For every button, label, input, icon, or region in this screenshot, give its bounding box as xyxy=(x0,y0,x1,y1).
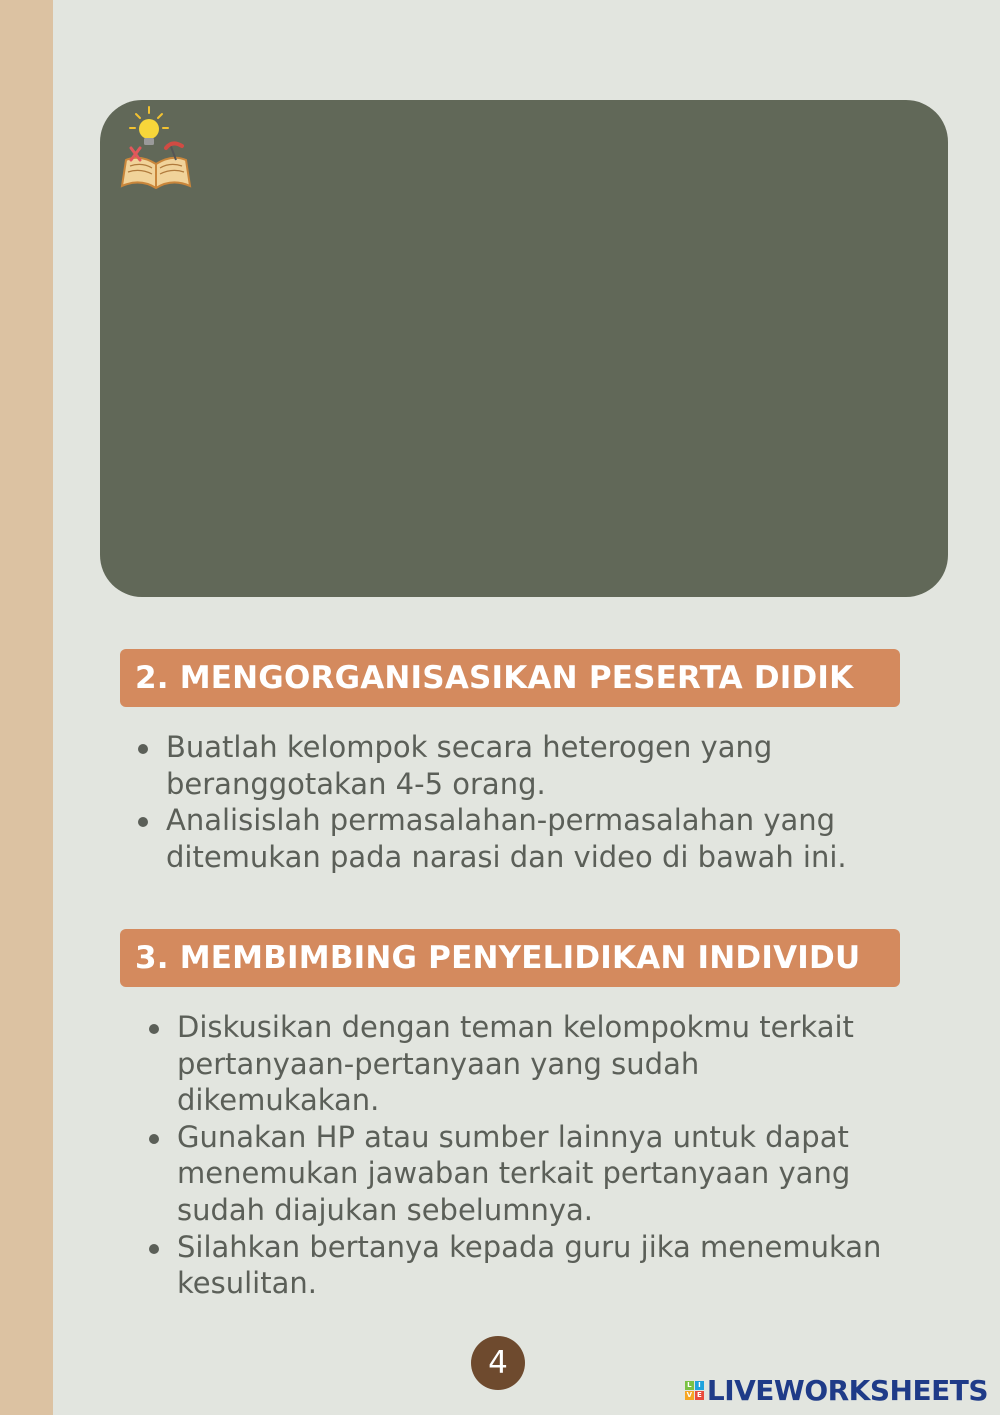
list-item: Gunakan HP atau sumber lainnya untuk dapat menemukan jawaban terkait pertanyaan yang sudah diajukan sebelumnya. xyxy=(147,1119,907,1229)
list-item: Silahkan bertanya kepada guru jika menemukan kesulitan. xyxy=(147,1229,907,1302)
logo-letter: L xyxy=(685,1381,694,1390)
list-item: Buatlah kelompok secara heterogen yang beranggotakan 4-5 orang. xyxy=(136,729,896,802)
liveworksheets-watermark[interactable] xyxy=(685,1372,988,1408)
section-2-bullet-list xyxy=(136,729,896,875)
logo-letter: E xyxy=(695,1391,704,1400)
section-3-bullet-list xyxy=(147,1009,907,1302)
liveworksheets-logo-icon xyxy=(685,1381,704,1400)
logo-letter: I xyxy=(695,1381,704,1390)
book-lightbulb-icon xyxy=(116,104,196,196)
left-accent-band xyxy=(0,0,53,1415)
list-item: Diskusikan dengan teman kelompokmu terkait pertanyaan-pertanyaan yang sudah dikemukakan. xyxy=(147,1009,907,1119)
section-2-title: 2. MENGORGANISASIKAN PESERTA DIDIK xyxy=(120,649,900,707)
section-3-title: 3. MEMBIMBING PENYELIDIKAN INDIVIDU xyxy=(120,929,900,987)
page-number-badge: 4 xyxy=(471,1336,525,1390)
brand-name: LIVEWORKSHEETS xyxy=(706,1373,988,1407)
media-placeholder[interactable] xyxy=(100,100,948,597)
logo-letter: V xyxy=(686,1390,693,1399)
list-item: Analisislah permasalahan-permasalahan yang ditemukan pada narasi dan video di bawah ini. xyxy=(136,802,896,875)
